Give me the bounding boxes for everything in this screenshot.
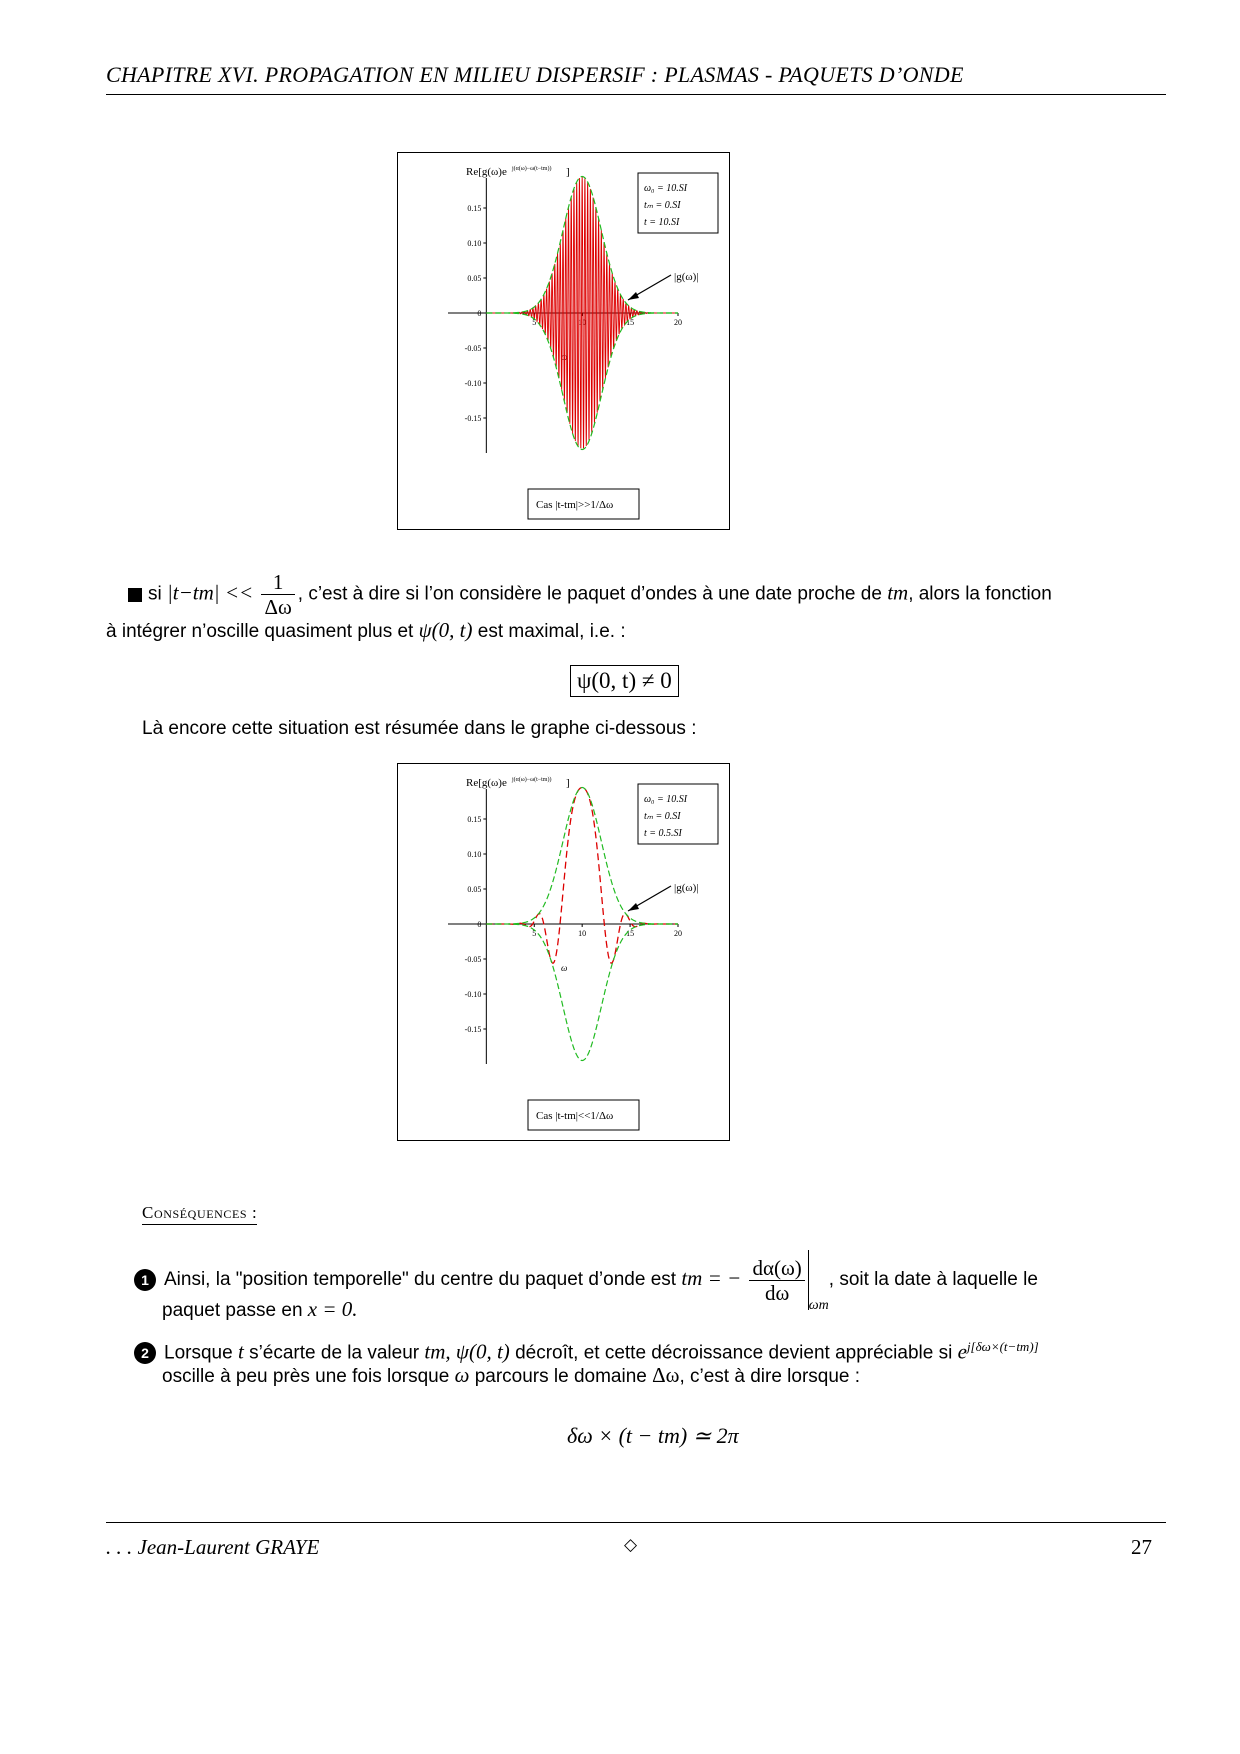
chart-2-ytick-label: -0.10 [464, 990, 482, 999]
p1-condition: |t−tm| << [167, 580, 254, 605]
chart-1-ylabel: Re[g(ω)e [466, 166, 507, 178]
chart-1-ytick-label: 0.10 [467, 239, 482, 248]
chart-2-ytick-label: 0.10 [467, 850, 482, 859]
chart-2-xlabel: ω [561, 963, 568, 973]
chart-2-ytick-label: -0.05 [464, 955, 482, 964]
p1-rest: , c’est à dire si l’on considère le paquet d’ondes à une date proche de [297, 583, 882, 605]
chart-2-case-label: Cas |t-tm|<<1/Δω [536, 1110, 614, 1122]
chart-2-xtick-label: 5 [532, 929, 537, 938]
item-1-fraction [749, 1256, 804, 1305]
p1-line2a: à intégrer n’oscille quasiment plus et [106, 621, 414, 642]
p1-si: si [148, 583, 162, 605]
p1-fraction [261, 570, 294, 619]
chart-2-ytick-label: -0.15 [464, 1025, 482, 1034]
page-number: 27 [1131, 1535, 1152, 1559]
final-equation-text: δω × (t − tm) ≃ 2π [567, 1423, 739, 1448]
item-1-number: 1 [134, 1269, 156, 1291]
item-2-text-d: oscille à peu près une fois lorsque [162, 1366, 450, 1387]
chart-2-param-t: t = 0.5.SI [644, 828, 682, 839]
chart-2-param-tm: tₘ = 0.SI [644, 811, 681, 822]
item-1-text-a: Ainsi, la "position temporelle" du centre du paquet d’onde est [164, 1269, 677, 1291]
p1-psi: ψ(0, t) [418, 618, 473, 642]
chart-1-xlabel: ω [561, 352, 568, 362]
chart-1-envelope-label: |g(ω)| [674, 271, 699, 283]
p1-frac-den: Δω [264, 595, 292, 619]
item-2-text-f: , c’est à dire lorsque : [679, 1366, 861, 1387]
page-header: CHAPITRE XVI. PROPAGATION EN MILIEU DISPERSIF : PLASMAS - PAQUETS D’ONDE [106, 62, 964, 87]
item-1-sub: ωm [808, 1298, 829, 1314]
chart-2-envelope-label: |g(ω)| [674, 882, 699, 894]
paragraph-line2 [106, 617, 1166, 645]
header-rule [106, 94, 1166, 95]
item-1-den: dω [764, 1280, 790, 1305]
footer-diamond-icon: ◇ [624, 1535, 638, 1555]
item-1-tm: tm = − [681, 1266, 742, 1291]
chart-2-ylabel-close: ] [566, 777, 570, 789]
chart-2-params-box [638, 784, 718, 844]
footer-author: . . . Jean-Laurent GRAYE [106, 1535, 320, 1559]
item-2-domega: Δω [652, 1363, 680, 1387]
figure-2 [397, 763, 730, 1141]
footer-rule [106, 1522, 1166, 1523]
chart-2-ylabel: Re[g(ω)e [466, 777, 507, 789]
chart-1-arrowhead [628, 292, 639, 300]
item-1-text-b: , soit la date à laquelle le [828, 1269, 1038, 1291]
square-bullet-icon [128, 588, 142, 602]
chart-1-case-box [528, 489, 639, 519]
item-2-omega: ω [454, 1363, 470, 1387]
chart-1-ytick-label: 0.15 [467, 204, 482, 213]
chart-2-param-omega0: ω₀ = 10.SI [644, 794, 688, 805]
chart-2-envelope-lower [486, 924, 678, 1061]
chart-1-ylabel-exp: j(α(ω)−ω(t−tm)) [512, 166, 552, 172]
p1-line2b: est maximal, i.e. : [477, 621, 626, 642]
consequences-heading: Conséquences : [142, 1203, 257, 1225]
chart-1-param-omega0: ω₀ = 10.SI [644, 183, 688, 194]
chart-2-ylabel-exp: j(α(ω)−ω(t−tm)) [512, 777, 552, 783]
chart-2-ytick-label: 0.15 [467, 815, 482, 824]
chart-2-arrowhead [628, 903, 639, 911]
item-2-text-b: s’écarte de la valeur [249, 1342, 420, 1364]
item-2-t: t [237, 1339, 244, 1364]
item-2-text-a: Lorsque [164, 1342, 233, 1364]
chart-2-case-box [528, 1100, 639, 1130]
item-1-text-c: paquet passe en [162, 1300, 303, 1321]
chart-1 [398, 153, 729, 529]
chart-1-ylabel-close: ] [566, 166, 570, 178]
p1-frac-num: 1 [261, 570, 294, 595]
item-2-tm: tm, ψ(0, t) [424, 1339, 510, 1364]
paragraph-condition [128, 570, 1168, 619]
p1-tm: tm [887, 580, 909, 605]
chart-2-ytick-label: 0 [477, 920, 482, 929]
chart-2 [398, 764, 729, 1140]
chart-2-xtick-label: 10 [578, 929, 587, 938]
boxed-equation: ψ(0, t) ≠ 0 [570, 665, 679, 697]
chart-1-params-box [638, 173, 718, 233]
chart-1-xtick-label: 20 [674, 318, 682, 327]
consequence-item-1-line2 [162, 1296, 358, 1324]
chart-1-ytick-label: 0 [477, 309, 482, 318]
chart-1-ytick-label: -0.10 [464, 379, 482, 388]
p1-rest2: , alors la fonction [908, 583, 1052, 605]
chart-1-xtick-label: 5 [532, 318, 537, 327]
chart-1-envelope-lower [486, 313, 678, 450]
final-equation [567, 1422, 739, 1451]
chart-2-ytick-label: 0.05 [467, 885, 482, 894]
chart-1-case-label: Cas |t-tm|>>1/Δω [536, 499, 614, 511]
item-2-text-c: décroît, et cette décroissance devient appréciable si [515, 1342, 953, 1364]
paragraph-graph-intro: Là encore cette situation est résumée dans le graphe ci-dessous : [142, 718, 697, 739]
chart-1-ytick-label: 0.05 [467, 274, 482, 283]
chart-1-ytick-label: -0.05 [464, 344, 482, 353]
chart-2-xtick-label: 15 [626, 929, 635, 938]
item-2-number: 2 [134, 1342, 156, 1364]
chart-1-xtick-label: 15 [626, 318, 635, 327]
item-1-x: x = 0. [307, 1297, 358, 1321]
chart-1-param-t: t = 10.SI [644, 217, 680, 228]
chart-1-xtick-label: 10 [578, 318, 587, 327]
item-2-exp-base: e [957, 1339, 967, 1364]
chart-1-param-tm: tₘ = 0.SI [644, 200, 681, 211]
consequence-item-2-line2 [162, 1362, 1162, 1390]
item-1-num: dα(ω) [749, 1256, 804, 1281]
item-2-exp: j[δω×(t−tm)] [966, 1339, 1039, 1354]
chart-1-ytick-label: -0.15 [464, 414, 482, 423]
item-2-text-e: parcours le domaine [474, 1366, 647, 1387]
chart-2-xtick-label: 20 [674, 929, 682, 938]
figure-1 [397, 152, 730, 530]
